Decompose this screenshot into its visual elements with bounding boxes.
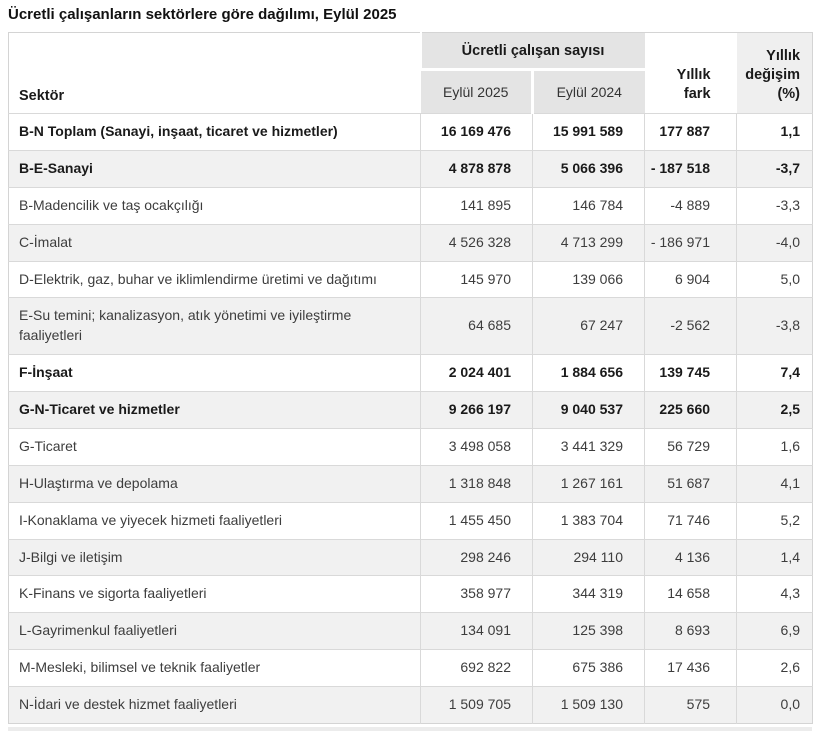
cell-sector: L-Gayrimenkul faaliyetleri bbox=[9, 613, 421, 650]
cell-annual-difference: - 187 518 bbox=[645, 150, 737, 187]
table-row bbox=[9, 150, 813, 187]
cell-annual-difference: -2 562 bbox=[645, 298, 737, 355]
cropped-footer-strip bbox=[8, 727, 812, 731]
cell-annual-difference: 139 745 bbox=[645, 355, 737, 392]
cell-sector: H-Ulaştırma ve depolama bbox=[9, 465, 421, 502]
cell-september-2025: 2 024 401 bbox=[421, 355, 533, 392]
cell-annual-change-pct: -4,0 bbox=[737, 224, 813, 261]
cell-annual-change-pct: 4,3 bbox=[737, 576, 813, 613]
cell-annual-change-pct: 2,5 bbox=[737, 392, 813, 429]
column-header-sector: Sektör bbox=[9, 33, 421, 114]
cell-annual-difference: 56 729 bbox=[645, 428, 737, 465]
cell-september-2025: 358 977 bbox=[421, 576, 533, 613]
column-header-annual-difference-label: Yıllık fark bbox=[676, 67, 711, 103]
cell-annual-change-pct: -3,7 bbox=[737, 150, 813, 187]
cell-september-2025: 9 266 197 bbox=[421, 392, 533, 429]
column-header-annual-difference bbox=[645, 33, 737, 114]
cell-annual-difference: 71 746 bbox=[645, 502, 737, 539]
table-row bbox=[9, 392, 813, 429]
cell-september-2025: 1 455 450 bbox=[421, 502, 533, 539]
cell-annual-change-pct: 6,9 bbox=[737, 613, 813, 650]
cell-annual-difference: 6 904 bbox=[645, 261, 737, 298]
table-body bbox=[9, 114, 813, 724]
cell-sector: D-Elektrik, gaz, buhar ve iklimlendirme üretimi ve dağıtımı bbox=[9, 261, 421, 298]
table-row bbox=[9, 576, 813, 613]
page-title: Ücretli çalışanların sektörlere göre dağılımı, Eylül 2025 bbox=[8, 6, 397, 23]
cell-annual-difference: -4 889 bbox=[645, 187, 737, 224]
cell-september-2025: 16 169 476 bbox=[421, 114, 533, 151]
cell-sector: K-Finans ve sigorta faaliyetleri bbox=[9, 576, 421, 613]
cell-september-2024: 125 398 bbox=[533, 613, 645, 650]
cell-september-2025: 141 895 bbox=[421, 187, 533, 224]
cell-annual-change-pct: 2,6 bbox=[737, 650, 813, 687]
cell-september-2025: 145 970 bbox=[421, 261, 533, 298]
table-row bbox=[9, 465, 813, 502]
cell-annual-change-pct: -3,3 bbox=[737, 187, 813, 224]
cell-september-2024: 1 267 161 bbox=[533, 465, 645, 502]
cell-september-2024: 146 784 bbox=[533, 187, 645, 224]
table-header bbox=[9, 33, 813, 114]
cell-september-2025: 298 246 bbox=[421, 539, 533, 576]
cell-sector: J-Bilgi ve iletişim bbox=[9, 539, 421, 576]
cell-annual-change-pct: 5,0 bbox=[737, 261, 813, 298]
column-header-september-2025: Eylül 2025 bbox=[421, 70, 533, 114]
cell-annual-change-pct: -3,8 bbox=[737, 298, 813, 355]
column-header-september-2024: Eylül 2024 bbox=[533, 70, 645, 114]
cell-september-2024: 3 441 329 bbox=[533, 428, 645, 465]
cell-annual-difference: 225 660 bbox=[645, 392, 737, 429]
sector-distribution-table bbox=[8, 32, 813, 724]
cell-september-2024: 139 066 bbox=[533, 261, 645, 298]
cell-september-2024: 344 319 bbox=[533, 576, 645, 613]
cell-annual-difference: 177 887 bbox=[645, 114, 737, 151]
cell-september-2025: 692 822 bbox=[421, 650, 533, 687]
cell-september-2025: 4 526 328 bbox=[421, 224, 533, 261]
cell-sector: G-Ticaret bbox=[9, 428, 421, 465]
table-row bbox=[9, 687, 813, 724]
cell-september-2025: 1 509 705 bbox=[421, 687, 533, 724]
cell-september-2025: 3 498 058 bbox=[421, 428, 533, 465]
cell-sector: G-N-Ticaret ve hizmetler bbox=[9, 392, 421, 429]
cell-september-2024: 5 066 396 bbox=[533, 150, 645, 187]
table-row bbox=[9, 613, 813, 650]
table-row bbox=[9, 114, 813, 151]
cell-annual-change-pct: 7,4 bbox=[737, 355, 813, 392]
cell-september-2024: 675 386 bbox=[533, 650, 645, 687]
cell-sector: B-Madencilik ve taş ocakçılığı bbox=[9, 187, 421, 224]
cell-annual-difference: - 186 971 bbox=[645, 224, 737, 261]
table-row bbox=[9, 428, 813, 465]
cell-september-2024: 1 509 130 bbox=[533, 687, 645, 724]
cell-sector: N-İdari ve destek hizmet faaliyetleri bbox=[9, 687, 421, 724]
cell-annual-difference: 51 687 bbox=[645, 465, 737, 502]
table-row bbox=[9, 355, 813, 392]
cell-annual-change-pct: 0,0 bbox=[737, 687, 813, 724]
table-row bbox=[9, 539, 813, 576]
cell-september-2024: 4 713 299 bbox=[533, 224, 645, 261]
cell-annual-change-pct: 1,1 bbox=[737, 114, 813, 151]
cell-sector: B-E-Sanayi bbox=[9, 150, 421, 187]
column-group-header-paid-employee-count: Ücretli çalışan sayısı bbox=[421, 33, 645, 70]
cell-annual-change-pct: 1,6 bbox=[737, 428, 813, 465]
cell-september-2025: 64 685 bbox=[421, 298, 533, 355]
cell-september-2024: 1 884 656 bbox=[533, 355, 645, 392]
cell-sector: B-N Toplam (Sanayi, inşaat, ticaret ve hizmetler) bbox=[9, 114, 421, 151]
cell-september-2024: 9 040 537 bbox=[533, 392, 645, 429]
cell-september-2024: 294 110 bbox=[533, 539, 645, 576]
column-header-annual-change-pct-label: Yıllık değişim (%) bbox=[745, 48, 801, 103]
table-row bbox=[9, 650, 813, 687]
cell-annual-change-pct: 5,2 bbox=[737, 502, 813, 539]
cell-annual-difference: 575 bbox=[645, 687, 737, 724]
cell-september-2025: 1 318 848 bbox=[421, 465, 533, 502]
table-row bbox=[9, 224, 813, 261]
cell-september-2025: 4 878 878 bbox=[421, 150, 533, 187]
cell-annual-change-pct: 1,4 bbox=[737, 539, 813, 576]
cell-september-2024: 1 383 704 bbox=[533, 502, 645, 539]
cell-annual-difference: 14 658 bbox=[645, 576, 737, 613]
cell-annual-change-pct: 4,1 bbox=[737, 465, 813, 502]
table-row bbox=[9, 502, 813, 539]
cell-annual-difference: 4 136 bbox=[645, 539, 737, 576]
table-row bbox=[9, 187, 813, 224]
table-row bbox=[9, 298, 813, 355]
cell-september-2024: 67 247 bbox=[533, 298, 645, 355]
cell-annual-difference: 8 693 bbox=[645, 613, 737, 650]
cell-sector: E-Su temini; kanalizasyon, atık yönetimi ve iyileştirme faaliyetleri bbox=[9, 298, 421, 355]
table-row bbox=[9, 261, 813, 298]
cell-sector: C-İmalat bbox=[9, 224, 421, 261]
cell-sector: F-İnşaat bbox=[9, 355, 421, 392]
cell-sector: M-Mesleki, bilimsel ve teknik faaliyetler bbox=[9, 650, 421, 687]
cell-september-2024: 15 991 589 bbox=[533, 114, 645, 151]
cell-sector: I-Konaklama ve yiyecek hizmeti faaliyetleri bbox=[9, 502, 421, 539]
cell-september-2025: 134 091 bbox=[421, 613, 533, 650]
column-header-annual-change-pct bbox=[737, 33, 813, 114]
cell-annual-difference: 17 436 bbox=[645, 650, 737, 687]
